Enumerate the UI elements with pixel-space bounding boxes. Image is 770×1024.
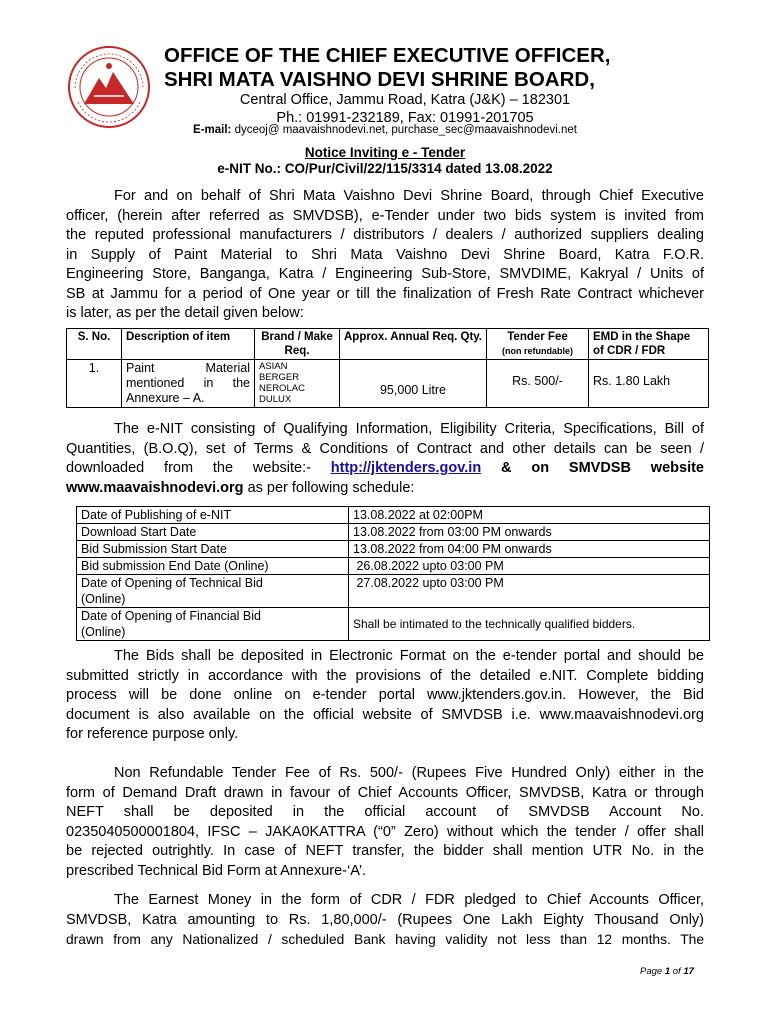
jktenders-link[interactable]: http://jktenders.gov.in	[330, 460, 482, 476]
cell-brands	[255, 360, 340, 408]
schedule-value: 27.08.2022 upto 03:00 PM	[349, 575, 710, 608]
schedule-value: 13.08.2022 at 02:00PM	[349, 507, 710, 524]
fee-line: form of Demand Draft drawn in favour of Chief Accounts Officer, SMVDSB, Katra or through	[66, 784, 704, 801]
bid-line: The Bids shall be deposited in Electronic Format on the e-tender portal and should be	[114, 648, 704, 664]
col-emd: EMD in the Shape of CDR / FDR	[589, 329, 709, 360]
description-line: Annexure – A.	[126, 391, 205, 405]
col-qty: Approx. Annual Req. Qty.	[340, 329, 487, 360]
brand-item: ASIAN	[259, 361, 288, 372]
tender-fee-paragraph	[66, 764, 704, 881]
email-value: dyceoj@ maavaishnodevi.net, purchase_sec@maavaishnodevi.net	[231, 124, 577, 136]
col-brand: Brand / Make Req.	[255, 329, 340, 360]
total-pages: 17	[683, 966, 694, 977]
emd-line: The Earnest Money in the form of CDR / FDR pledged to Chief Accounts Officer,	[114, 892, 704, 908]
bid-line: for reference purpose only.	[66, 726, 239, 742]
smvdsb-website-text: & on SMVDSB website	[501, 460, 704, 476]
col-description: Description of item	[122, 329, 255, 360]
cell-qty: 95,000 Litre	[340, 360, 487, 408]
page-label: Page	[640, 966, 663, 977]
schedule-label	[77, 608, 349, 641]
intro-line: is later, as per the detail given below:	[66, 305, 304, 321]
intro-line: Engineering Store, Banganga, Katra / Engineering Sub-Store, SMVDIME, Kakryal / Units of	[66, 266, 704, 282]
bid-line: process will be done online on e-tender portal www.jktenders.gov.in. However, the Bid	[66, 687, 704, 703]
enit-line	[66, 459, 704, 479]
email-line	[0, 123, 770, 137]
intro-line: the reputed professional manufacturers / distributors / dealers / authorized suppliers dealing	[66, 227, 704, 243]
intro-line: officer, (herein after referred as SMVDSB), e-Tender under two bids system is invited from	[66, 207, 704, 224]
intro-line: in Supply of Paint Material to Shri Mata Vaishno Devi Shrine Board, Katra F.O.R.	[66, 246, 704, 263]
intro-line: SB at Jammu for a period of One year or till the finalization of Fresh Rate Contract whichever	[66, 285, 704, 302]
page-number	[640, 966, 694, 977]
website-url: www.maavaishnodevi.org	[66, 479, 244, 496]
bid-line: submitted strictly in accordance with the provisions of the detailed e.NIT. Complete bidding	[66, 667, 704, 684]
intro-paragraph	[66, 187, 704, 324]
phone-fax: Ph.: 01991-232189, Fax: 01991-201705	[276, 110, 534, 126]
schedule-label-line: (Online)	[81, 625, 126, 639]
fee-line: prescribed Technical Bid Form at Annexure-‘A’.	[66, 862, 367, 879]
schedule-value: 13.08.2022 from 03:00 PM onwards	[349, 524, 710, 541]
schedule-label: Download Start Date	[77, 524, 349, 541]
address: Central Office, Jammu Road, Katra (J&K) – 182301	[239, 92, 571, 108]
schedule-label	[77, 575, 349, 608]
table-row	[67, 360, 709, 408]
nit-number: e-NIT No.: CO/Pur/Civil/22/115/3314 dated 13.08.2022	[217, 161, 553, 176]
schedule-label: Bid submission End Date (Online)	[77, 558, 349, 575]
download-text: downloaded from the website:-	[66, 460, 311, 476]
fee-line: Non Refundable Tender Fee of Rs. 500/- (Rupees Five Hundred Only) either in the	[114, 765, 704, 781]
fee-line: 0235040500001804, IFSC – JAKA0KATTRA (“0” Zero) without which the tender / offer shall	[66, 823, 704, 840]
table-row	[77, 524, 710, 541]
board-title: SHRI MATA VAISHNO DEVI SHRINE BOARD,	[164, 68, 595, 91]
schedule-table	[76, 506, 710, 641]
cell-fee: Rs. 500/-	[487, 360, 589, 408]
schedule-value: 13.08.2022 from 04:00 PM onwards	[349, 541, 710, 558]
schedule-label-line: (Online)	[81, 592, 126, 606]
earnest-money-paragraph	[66, 891, 704, 950]
schedule-label-line: Date of Opening of Technical Bid	[81, 576, 263, 590]
cell-sno: 1.	[67, 360, 122, 408]
notice-heading: Notice Inviting e - Tender	[304, 145, 466, 160]
table-row	[77, 541, 710, 558]
schedule-label: Date of Publishing of e-NIT	[77, 507, 349, 524]
current-page: 1	[664, 966, 671, 977]
fee-sublabel: (non refundable)	[502, 346, 573, 356]
enit-line: Quantities, (B.O.Q), set of Terms & Conditions of Contract and other details can be seen /	[66, 440, 704, 457]
table-row	[77, 608, 710, 641]
cell-description	[122, 360, 255, 408]
enit-line	[66, 479, 704, 499]
brand-item: NEROLAC	[259, 383, 305, 394]
emd-line: SMVDSB, Katra amounting to Rs. 1,80,000/- (Rupees One Lakh Eighty Thousand Only)	[66, 911, 704, 928]
fee-line: NEFT shall be deposited in the official account of SMVDSB Account No.	[66, 804, 704, 820]
col-sno: S. No.	[67, 329, 122, 360]
description-line: mentioned in the	[126, 376, 250, 390]
col-fee	[487, 329, 589, 360]
email-label: E-mail:	[193, 124, 232, 136]
table-row	[77, 575, 710, 608]
cell-emd: Rs. 1.80 Lakh	[589, 360, 709, 408]
schedule-value: 26.08.2022 upto 03:00 PM	[349, 558, 710, 575]
bid-deposit-paragraph	[66, 647, 704, 745]
brand-item: DULUX	[259, 394, 292, 405]
schedule-label-line: Date of Opening of Financial Bid	[81, 609, 261, 623]
schedule-intro: as per following schedule:	[243, 479, 415, 496]
brand-item: BERGER	[259, 372, 300, 383]
items-header-row	[67, 329, 709, 360]
fee-label: Tender Fee	[507, 331, 568, 343]
intro-line: For and on behalf of Shri Mata Vaishno Devi Shrine Board, through Chief Executive	[114, 188, 704, 204]
table-row	[77, 507, 710, 524]
of-label: of	[672, 966, 681, 977]
schedule-value: Shall be intimated to the technically qualified bidders.	[349, 608, 710, 641]
fee-line: be rejected outrightly. In case of NEFT transfer, the bidder shall mention UTR No. in the	[66, 843, 704, 859]
items-table	[66, 328, 709, 408]
enit-paragraph	[66, 420, 704, 498]
office-title: OFFICE OF THE CHIEF EXECUTIVE OFFICER,	[164, 44, 611, 67]
enit-line: The e-NIT consisting of Qualifying Information, Eligibility Criteria, Specifications, Bill of	[114, 421, 704, 437]
schedule-label: Bid Submission Start Date	[77, 541, 349, 558]
description-line: Paint Material	[126, 361, 250, 375]
bid-line: document is also available on the official website of SMVDSB i.e. www.maavaishnodevi.org	[66, 706, 704, 723]
emd-line: drawn from any Nationalized / scheduled Bank having validity not less than 12 months. The	[66, 932, 704, 947]
table-row	[77, 558, 710, 575]
